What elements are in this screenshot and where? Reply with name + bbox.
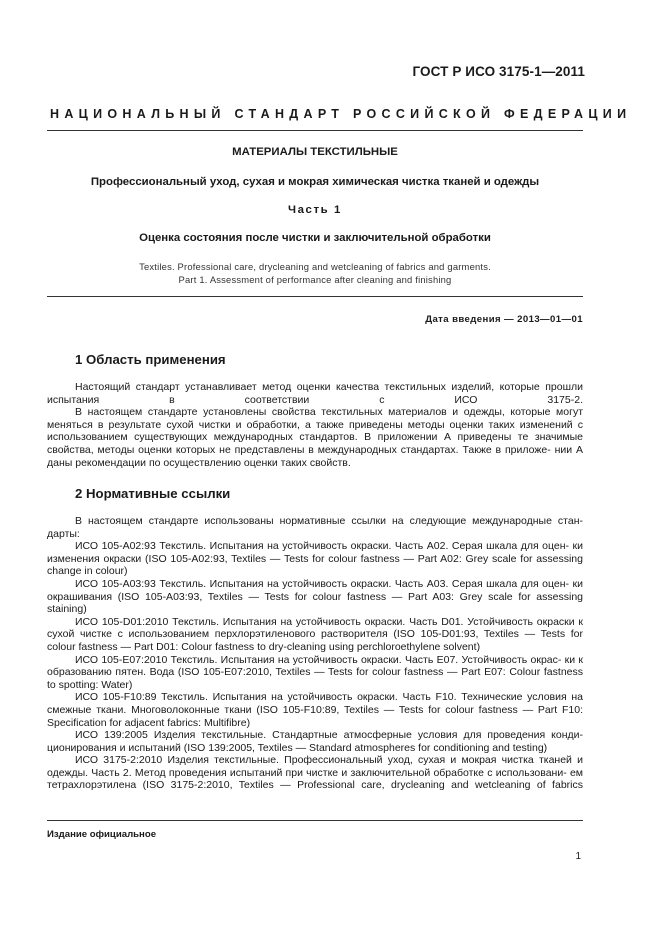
section-1-heading: 1 Область применения xyxy=(75,352,226,367)
reference-item: ИСО 105-F10:89 Текстиль. Испытания на устойчивость окраски. Часть F10. Технические условия на смежные ткани. Многоволоконные ткани (ISO 105-F10:89, Textiles — Tests for colour fastness — Part F10: Specification for adjacent fabrics: Multifibre) xyxy=(47,691,583,729)
paragraph: В настоящем стандарте установлены свойства текстильных материалов и одежды, которые могут меняться в результате сухой чистки и обработки, а также приведены методы оценки таких изменений с использованием существующих международных стандартов. В приложении А приведены те значимые свойства, методы оценки которых не представлены в международных стандартах. Также в приложе- нии А даны рекомендации по осуществлению оценки таких свойств. xyxy=(47,406,583,469)
paragraph: В настоящем стандарте использованы нормативные ссылки на следующие международные стан- дарты: xyxy=(47,515,583,540)
standard-line: НАЦИОНАЛЬНЫЙ СТАНДАРТ РОССИЙСКОЙ ФЕДЕРАЦИИ xyxy=(50,107,632,121)
section-2-heading: 2 Нормативные ссылки xyxy=(75,486,231,501)
section-2-body xyxy=(47,515,583,792)
reference-item: ИСО 105-D01:2010 Текстиль. Испытания на устойчивость окраски. Часть D01. Устойчивость окраски к сухой чистке с использованием перхлорэтиленового растворителя (ISO 105-D01:93, Textiles — Tests for colour fastness — Part D01: Colour fastness to dry-cleaning using perchloroethylene solvent) xyxy=(47,615,583,653)
title-part-name: Оценка состояния после чистки и заключительной обработки xyxy=(139,232,491,244)
title-sub: Профессиональный уход, сухая и мокрая химическая чистка тканей и одежды xyxy=(90,176,540,188)
paragraph: Настоящий стандарт устанавливает метод оценки качества текстильных изделий, которые прошли испытания в соответствии с ИСО 3175-2. xyxy=(47,381,583,406)
section-1-body xyxy=(47,381,583,469)
divider-bottom xyxy=(47,820,583,821)
edition-label: Издание официальное xyxy=(47,829,157,840)
reference-item: ИСО 105-А02:93 Текстиль. Испытания на устойчивость окраски. Часть А02. Серая шкала для оцен- ки изменения окраски (ISO 105-A02:93, Textiles — Tests for colour fastness — Part A02: Grey scale for assessing change in colour) xyxy=(47,540,584,578)
title-part: Часть 1 xyxy=(288,204,342,216)
reference-item: ИСО 139:2005 Изделия текстильные. Стандартные атмосферные условия для проведения конди- ционирования и испытаний (ISO 139:2005, Textiles — Standard atmospheres for conditioning and testing) xyxy=(47,729,583,754)
standard-code: ГОСТ Р ИСО 3175-1—2011 xyxy=(412,64,585,79)
reference-item: ИСО 105-Е07:2010 Текстиль. Испытания на устойчивость окраски. Часть Е07. Устойчивость окрас- ки к образованию пятен. Вода (ISO 105-E07:2010, Textiles — Tests for colour fastness — Part E07: Colour fastness to spotting: Water) xyxy=(47,653,583,691)
english-title-2: Part 1. Assessment of performance after cleaning and finishing xyxy=(178,274,452,285)
divider-top xyxy=(47,130,583,131)
reference-item: ИСО 105-А03:93 Текстиль. Испытания на устойчивость окраски. Часть А03. Серая шкала для оцен- ки окрашивания (ISO 105-A03:93, Textiles — Tests for colour fastness — Part A03: Grey scale for assessing staining) xyxy=(47,577,584,616)
introduction-date: Дата введения — 2013—01—01 xyxy=(425,314,583,325)
reference-item: ИСО 3175-2:2010 Изделия текстильные. Профессиональный уход, сухая и мокрая чистка тканей и одежды. Часть 2. Метод проведения испытаний при чистке и заключительной обработке с использовани- ем тетрахлорэтилена (ISO 3175-2:2010, Textiles — Professional care, drycleaning and wetcleaning of fabrics xyxy=(47,754,584,792)
title-main: МАТЕРИАЛЫ ТЕКСТИЛЬНЫЕ xyxy=(232,146,398,158)
divider-middle xyxy=(47,296,583,297)
page-number: 1 xyxy=(575,851,581,862)
english-title-1: Textiles. Professional care, drycleaning and wetcleaning of fabrics and garments. xyxy=(139,261,491,272)
